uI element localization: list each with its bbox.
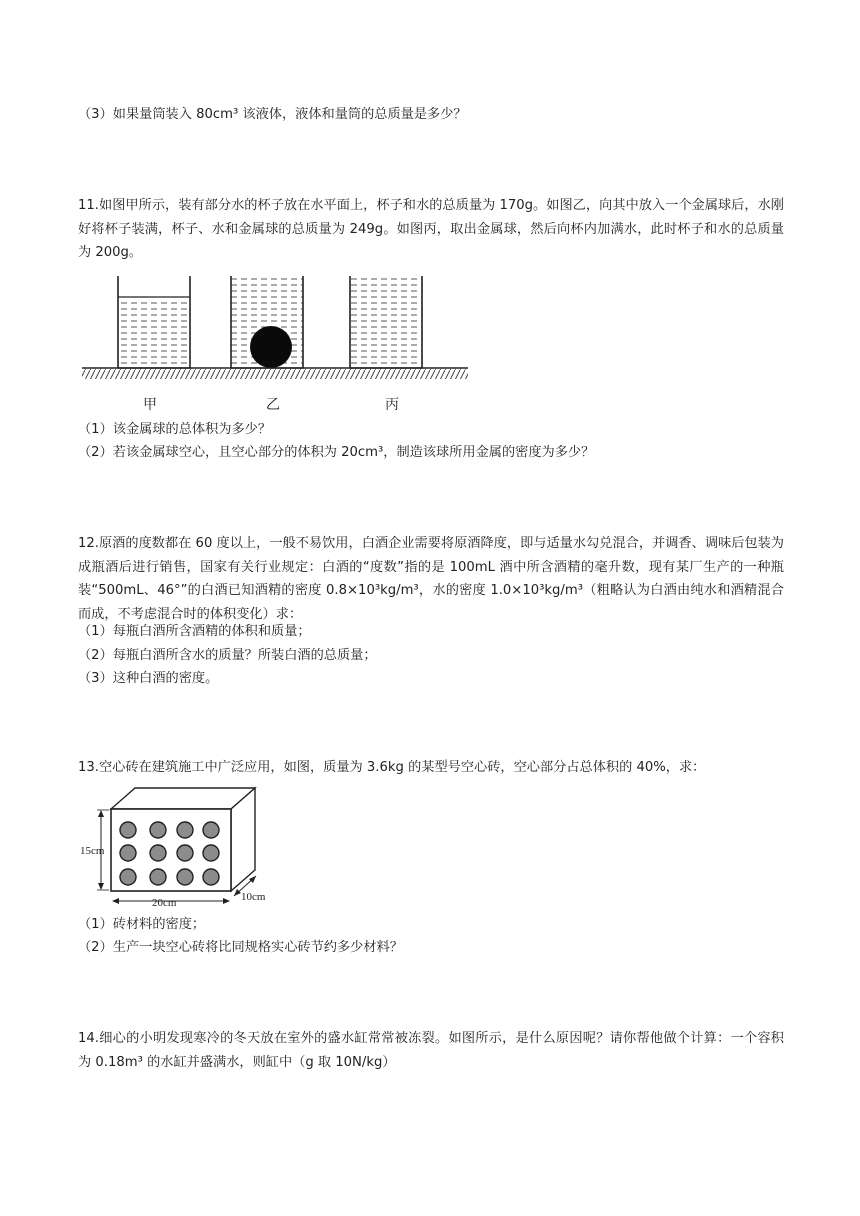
- q11-stem: 11.如图甲所示，装有部分水的杯子放在水平面上，杯子和水的总质量为 170g。如图乙，向其中放入一个金属球后，水刚好将杯子装满，杯子、水和金属球的总质量为 249g。如图丙，取出金属球，然后向杯内加满水，此时杯子和水的总质量为 200g。: [78, 198, 784, 260]
- q13-sub1: （1）砖材料的密度；: [78, 917, 206, 932]
- dim-height-label: 15cm: [80, 845, 105, 857]
- q13-sub2: （2）生产一块空心砖将比同规格实心砖节约多少材料？: [78, 940, 403, 955]
- cup-jia: [118, 276, 190, 368]
- q12-sub3: （3）这种白酒的密度。: [78, 671, 219, 686]
- q14-stem: 14.细心的小明发现寒冷的冬天放在室外的盛水缸常常被冻裂。如图所示，是什么原因呢？请你帮他做个计算：一个容积为 0.18m³ 的水缸并盛满水，则缸中（g 取 10N/kg）: [78, 1031, 784, 1070]
- q10-sub3: （3）如果量筒装入 80cm³ 该液体，液体和量筒的总质量是多少？: [78, 107, 467, 122]
- ground-surface: [82, 368, 468, 379]
- q13-stem: 13.空心砖在建筑施工中广泛应用，如图，质量为 3.6kg 的某型号空心砖，空心部分占总体积的 40%，求：: [78, 760, 706, 775]
- q12-sub2: （2）每瓶白酒所含水的质量？所装白酒的总质量；: [78, 648, 377, 663]
- metal-ball: [250, 326, 292, 368]
- dim-width-label: 20cm: [152, 897, 177, 909]
- label-bing: 丙: [385, 397, 399, 413]
- label-jia: 甲: [143, 397, 157, 413]
- dim-depth-label: 10cm: [241, 891, 266, 903]
- cup-bing: [350, 276, 422, 368]
- q11-sub1: （1）该金属球的总体积为多少？: [78, 422, 272, 437]
- label-yi: 乙: [266, 397, 280, 413]
- hollow-brick-figure: [80, 786, 280, 910]
- q12-stem: 12.原酒的度数都在 60 度以上，一般不易饮用，白酒企业需要将原酒降度，即与适量水勾兑混合，并调香、调味后包装为成瓶酒后进行销售，国家有关行业规定：白酒的“度数”指的是 100mL 酒中所含酒精的毫升数，现有某厂生产的一种瓶装“500mL、46°”的白酒已知酒精的密度 0.8×10³kg/m³，水的密度 1.0×10³kg/m³（粗略认为白酒由纯水和酒精混合而成，不考虑混合时的体积变化）求：: [78, 536, 784, 622]
- cup-yi: [231, 276, 303, 368]
- q11-sub2: （2）若该金属球空心，且空心部分的体积为 20cm³，制造该球所用金属的密度为多少？: [78, 445, 595, 460]
- cups-figure: [80, 270, 470, 385]
- q12-sub1: （1）每瓶白酒所含酒精的体积和质量；: [78, 624, 311, 639]
